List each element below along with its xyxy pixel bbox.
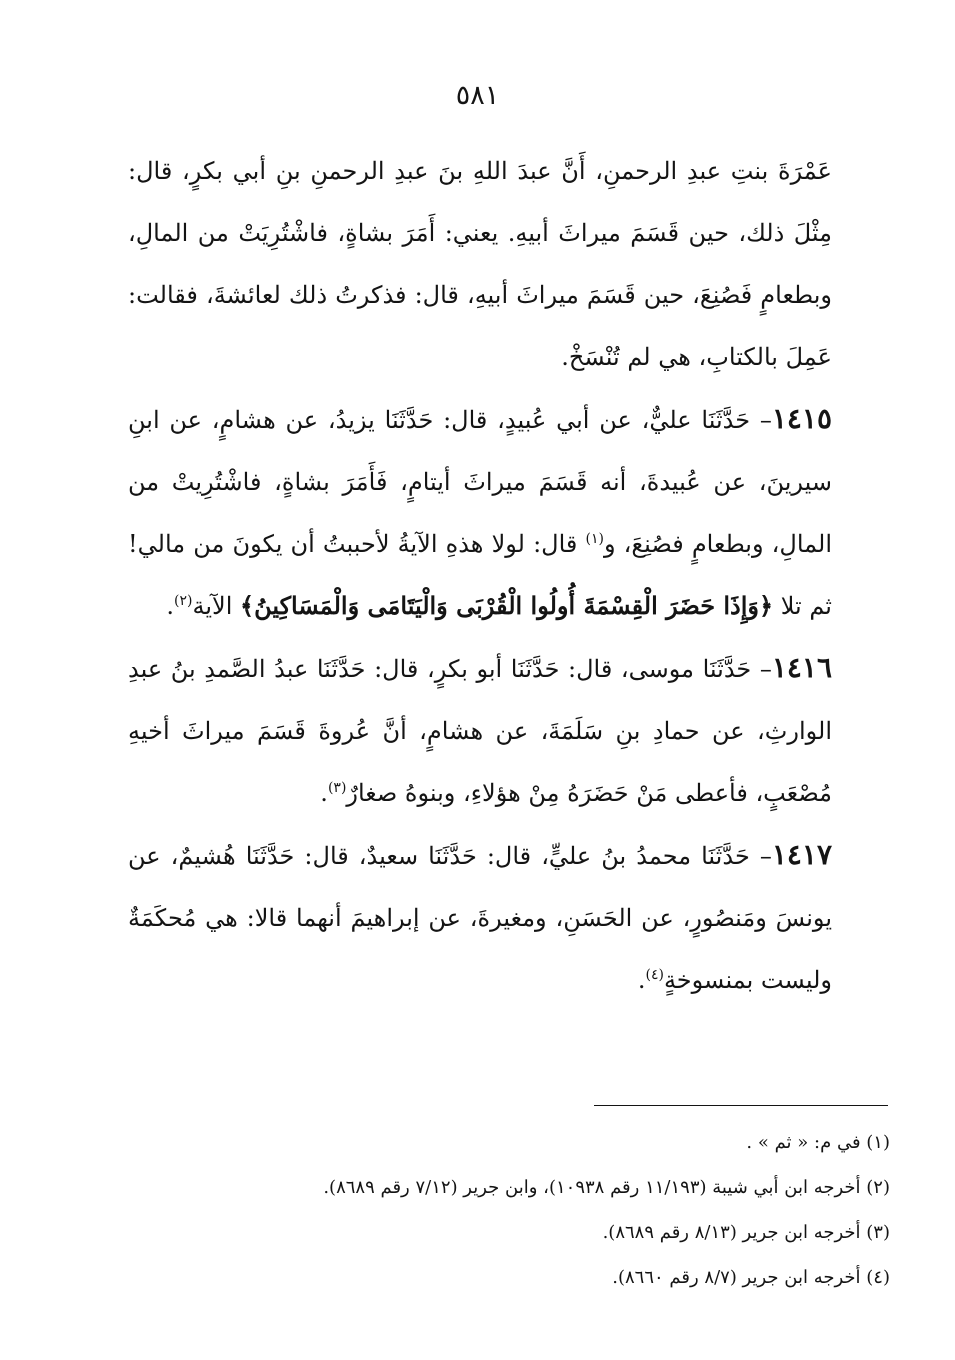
footnote-3: (٣) أخرجه ابن جرير (٨/١٣ رقم ٨٦٨٩). [602, 1222, 890, 1243]
footnote-ref-2: (٢) [174, 593, 193, 609]
footnote-separator [594, 1105, 888, 1106]
footnotes [150, 1120, 890, 1300]
hadith-text-cont: قال: لولا هذهِ الآيةُ لأحببتُ أن يكونَ من مالي! ثم تلا [128, 530, 832, 620]
hadith-text-end: . [320, 779, 328, 807]
hadith-text-end: . [637, 966, 646, 994]
hadith-text-cont: الآية [192, 592, 241, 620]
hadith-number: ١٤١٥ [771, 402, 832, 435]
main-text [128, 140, 832, 1011]
footnote-ref-4: (٤) [645, 967, 664, 983]
footnote-4: (٤) أخرجه ابن جرير (٨/٧ رقم ٨٦٦٠). [612, 1267, 890, 1288]
hadith-text: – حَدَّثَنَا عليٌّ، عن أبي عُبيدٍ، قال: حَدَّثَنَا يزيدُ، عن هشامٍ، عن ابنِ سيرينَ، عن عُبيدةَ، أنه قَسَمَ ميراثَ أيتامٍ، فَأَمَرَ بشاةٍ، فاشْتُرِيتْ من المالِ، وبطعامٍ فصُنِعَ، و [128, 406, 832, 558]
hadith-text-end: . [166, 592, 175, 620]
paragraph-continuation: عَمْرَةَ بنتِ عبدِ الرحمنِ، أَنَّ عبدَ اللهِ بنَ عبدِ الرحمنِ بنِ أبي بكرٍ، قال: مِثْلَ ذلك، حين قَسَمَ ميراثَ أبيهِ. يعني: أَمَرَ بشاةٍ، فاشْتُرِيَتْ من المالِ، وبطعامٍ فَصُنِعَ، حين قَسَمَ ميراثَ أبيهِ، قال: فذكرتُ ذلك لعائشةَ، فقالت: عَمِلَ بالكتابِ، هي لم تُنْسَخْ. [128, 157, 833, 371]
hadith-text: – حَدَّثَنَا محمدُ بنُ عليٍّ، قال: حَدَّثَنَا سعيدٌ، قال: حَدَّثَنَا هُشيمٌ، عن يونسَ ومَنصُورٍ، عن الحَسَنِ، ومغيرةَ، عن إبراهيمَ أنهما قالا: هي مُحكَمَةٌ وليست بمنسوخةٍ [128, 842, 832, 994]
hadith-1417 [128, 824, 832, 1011]
hadith-1416 [128, 637, 832, 824]
hadith-text: – حَدَّثَنَا موسى، قال: حَدَّثَنَا أبو بكرٍ، قال: حَدَّثَنَا عبدُ الصَّمدِ بنُ عبدِ الوارثِ، عن حمادِ بنِ سَلَمَةَ، عن هشامٍ، أنَّ عُروةَ قَسَمَ ميراثَ أخيهِ مُصْعَبٍ، فأعطى مَنْ حَضَرَهُ مِنْ هؤلاءِ، وبنوهُ صغارٌ [128, 655, 832, 807]
hadith-1415 [128, 388, 832, 637]
hadith-number: ١٤١٦ [771, 651, 832, 684]
hadith-number: ١٤١٧ [771, 838, 832, 871]
footnote-2: (٢) أخرجه ابن أبي شيبة (١١/١٩٣ رقم ١٠٩٣٨)، وابن جرير (٧/١٢ رقم ٨٦٨٩). [323, 1177, 890, 1198]
footnote-1: (١) في م: « ثم » . [746, 1132, 890, 1153]
footnote-ref-3: (٣) [327, 780, 347, 796]
page-number: ٥٨١ [455, 80, 500, 111]
footnote-ref-1: (١) [585, 531, 604, 547]
quran-verse: ﴿وَإِذَا حَضَرَ الْقِسْمَةَ أُولُوا الْقُرْبَى وَالْيَتَامَى وَالْمَسَاكِينُ﴾ [240, 591, 774, 620]
